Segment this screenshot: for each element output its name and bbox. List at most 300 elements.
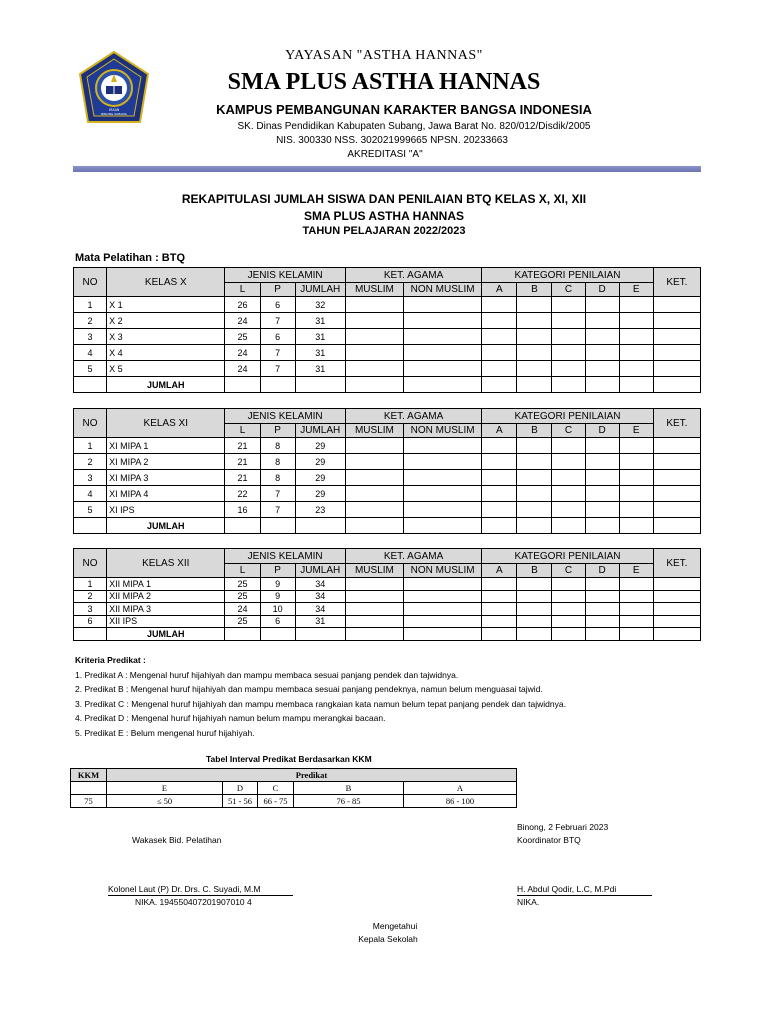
row-no: 2: [74, 590, 107, 603]
col-a: A: [482, 424, 517, 438]
criteria-item: 4. Predikat D : Mengenal huruf hijahiyah namun belum mampu merangkai bacaan.: [75, 713, 386, 723]
empty-cell: [585, 345, 619, 361]
row-l: 25: [225, 590, 260, 603]
row-l: 16: [225, 502, 260, 518]
empty-cell: [585, 329, 619, 345]
col-religion: KET. AGAMA: [345, 268, 481, 283]
col-no: NO: [74, 268, 107, 297]
empty-cell: [404, 297, 482, 313]
empty-cell: [517, 615, 552, 628]
row-no: 1: [74, 578, 107, 591]
row-class: XII IPS: [107, 615, 225, 628]
empty-cell: [482, 361, 517, 377]
empty-cell: [345, 486, 403, 502]
empty-cell: [404, 313, 482, 329]
col-religion: KET. AGAMA: [345, 409, 481, 424]
row-l: 21: [225, 454, 260, 470]
empty-cell: [552, 297, 585, 313]
col-jumlah: JUMLAH: [295, 564, 345, 578]
row-class: XI MIPA 1: [107, 438, 225, 454]
table-row: [74, 438, 701, 454]
empty-cell: [585, 578, 619, 591]
empty-cell: [619, 578, 653, 591]
empty-cell: [653, 518, 700, 534]
empty-cell: [552, 578, 585, 591]
row-class: XII MIPA 3: [107, 603, 225, 616]
row-l: 25: [225, 578, 260, 591]
recap-table: [73, 267, 701, 393]
academic-year: TAHUN PELAJARAN 2022/2023: [302, 225, 466, 237]
empty-cell: [404, 486, 482, 502]
empty-cell: [619, 470, 653, 486]
empty-cell: [653, 361, 700, 377]
row-l: 24: [225, 603, 260, 616]
row-jumlah: 23: [295, 502, 345, 518]
empty-cell: [482, 297, 517, 313]
empty-cell: [517, 297, 552, 313]
row-no: 3: [74, 329, 107, 345]
empty-cell: [653, 578, 700, 591]
empty-cell: [585, 377, 619, 393]
empty-cell: [404, 502, 482, 518]
col-e: E: [619, 283, 653, 297]
empty-cell: [585, 361, 619, 377]
empty-cell: [619, 329, 653, 345]
col-d: D: [585, 283, 619, 297]
col-l: L: [225, 564, 260, 578]
empty-cell: [653, 438, 700, 454]
row-p: 8: [260, 454, 295, 470]
grade-label: C: [258, 782, 294, 795]
criteria-item: 2. Predikat B : Mengenal huruf hijahiyah dan mampu membaca sesuai panjang pendeknya, namun belum menguasai tajwid.: [75, 684, 543, 694]
row-no: 1: [74, 438, 107, 454]
row-class: XII MIPA 2: [107, 590, 225, 603]
empty-cell: [619, 345, 653, 361]
empty-cell: [345, 361, 403, 377]
acknowledgement: Mengetahui: [372, 921, 418, 931]
empty-cell: [585, 590, 619, 603]
empty-cell: [585, 297, 619, 313]
empty-cell: [585, 518, 619, 534]
empty-cell: [619, 454, 653, 470]
empty-cell: [619, 438, 653, 454]
col-b: B: [517, 564, 552, 578]
empty-cell: [585, 628, 619, 641]
col-c: C: [552, 564, 585, 578]
row-p: 9: [260, 590, 295, 603]
col-d: D: [585, 564, 619, 578]
empty-cell: [552, 313, 585, 329]
empty-cell: [653, 329, 700, 345]
empty-cell: [619, 361, 653, 377]
row-no: 1: [74, 297, 107, 313]
row-p: 6: [260, 615, 295, 628]
empty-cell: [517, 470, 552, 486]
col-d: D: [585, 424, 619, 438]
empty-cell: [585, 603, 619, 616]
table-row: [74, 615, 701, 628]
total-label: JUMLAH: [107, 628, 225, 641]
empty-cell: [345, 313, 403, 329]
row-class: XI MIPA 4: [107, 486, 225, 502]
empty-cell: [260, 628, 295, 641]
empty-cell: [653, 297, 700, 313]
row-p: 8: [260, 438, 295, 454]
empty-cell: [619, 590, 653, 603]
empty-cell: [517, 578, 552, 591]
empty-cell: [225, 518, 260, 534]
row-class: X 3: [107, 329, 225, 345]
col-gender: JENIS KELAMIN: [225, 268, 345, 283]
empty-cell: [404, 590, 482, 603]
empty-cell: [619, 615, 653, 628]
col-p: P: [260, 283, 295, 297]
recap-table: [73, 408, 701, 534]
col-a: A: [482, 564, 517, 578]
sign-date: Binong, 2 Februari 2023: [517, 822, 609, 832]
empty-cell: [345, 377, 403, 393]
empty-cell: [295, 377, 345, 393]
empty-cell: [653, 377, 700, 393]
col-a: A: [482, 283, 517, 297]
empty-cell: [585, 486, 619, 502]
col-c: C: [552, 424, 585, 438]
empty-cell: [404, 361, 482, 377]
row-p: 10: [260, 603, 295, 616]
table-row: [74, 590, 701, 603]
empty-cell: [517, 518, 552, 534]
right-signer-name: H. Abdul Qodir, L.C, M.Pdi: [517, 884, 617, 894]
empty-cell: [404, 454, 482, 470]
empty-cell: [345, 454, 403, 470]
empty-cell: [482, 518, 517, 534]
empty-cell: [653, 603, 700, 616]
col-p: P: [260, 424, 295, 438]
grade-label: B: [294, 782, 404, 795]
empty-cell: [619, 313, 653, 329]
row-no: 5: [74, 502, 107, 518]
row-no: 6: [74, 615, 107, 628]
row-jumlah: 31: [295, 345, 345, 361]
empty-cell: [482, 313, 517, 329]
right-signer-role: Koordinator BTQ: [517, 835, 581, 845]
row-jumlah: 29: [295, 454, 345, 470]
col-class: KELAS X: [107, 268, 225, 297]
empty-cell: [404, 603, 482, 616]
row-jumlah: 29: [295, 470, 345, 486]
campus-name: KAMPUS PEMBANGUNAN KARAKTER BANGSA INDONESIA: [216, 102, 592, 117]
signature-line: [108, 895, 293, 896]
empty-cell: [74, 518, 107, 534]
empty-cell: [552, 518, 585, 534]
empty-cell: [404, 377, 482, 393]
col-ket: KET.: [653, 268, 700, 297]
principal-role: Kepala Sekolah: [358, 934, 418, 944]
row-l: 22: [225, 486, 260, 502]
col-gender: JENIS KELAMIN: [225, 409, 345, 424]
empty-cell: [345, 329, 403, 345]
empty-cell: [225, 377, 260, 393]
empty-cell: [482, 329, 517, 345]
empty-cell: [552, 486, 585, 502]
row-class: XII MIPA 1: [107, 578, 225, 591]
empty-cell: [404, 345, 482, 361]
grade-range: 76 - 85: [294, 795, 404, 808]
empty-cell: [585, 470, 619, 486]
total-label: JUMLAH: [107, 518, 225, 534]
decree-info: SK. Dinas Pendidikan Kabupaten Subang, Jawa Barat No. 820/012/Disdik/2005: [237, 121, 591, 132]
row-class: XI IPS: [107, 502, 225, 518]
empty-cell: [619, 486, 653, 502]
kkm-table: [70, 768, 517, 808]
empty-cell: [345, 518, 403, 534]
empty-cell: [345, 470, 403, 486]
grade-label: E: [107, 782, 223, 795]
empty-cell: [482, 603, 517, 616]
row-no: 3: [74, 603, 107, 616]
empty-cell: [404, 628, 482, 641]
row-class: X 2: [107, 313, 225, 329]
row-l: 25: [225, 329, 260, 345]
row-p: 6: [260, 297, 295, 313]
empty-cell: [517, 361, 552, 377]
row-p: 7: [260, 502, 295, 518]
empty-cell: [295, 628, 345, 641]
empty-cell: [517, 486, 552, 502]
grade-range: 66 - 75: [258, 795, 294, 808]
table-row: [74, 345, 701, 361]
criteria-item: 5. Predikat E : Belum mengenal huruf hijahiyah.: [75, 727, 255, 738]
empty-cell: [585, 615, 619, 628]
empty-cell: [482, 345, 517, 361]
empty-cell: [482, 470, 517, 486]
row-no: 4: [74, 486, 107, 502]
doc-title: REKAPITULASI JUMLAH SISWA DAN PENILAIAN BTQ KELAS X, XI, XII: [181, 192, 587, 206]
empty-cell: [552, 345, 585, 361]
col-muslim: MUSLIM: [345, 564, 403, 578]
empty-cell: [345, 603, 403, 616]
row-jumlah: 31: [295, 313, 345, 329]
row-no: 2: [74, 454, 107, 470]
empty-cell: [517, 590, 552, 603]
empty-cell: [260, 518, 295, 534]
empty-cell: [585, 438, 619, 454]
col-non_muslim: NON MUSLIM: [404, 283, 482, 297]
empty-cell: [552, 329, 585, 345]
empty-cell: [552, 454, 585, 470]
empty-cell: [482, 578, 517, 591]
empty-cell: [260, 377, 295, 393]
row-p: 7: [260, 345, 295, 361]
school-name: SMA PLUS ASTHA HANNAS: [227, 69, 541, 95]
empty-cell: [585, 454, 619, 470]
empty-cell: [653, 615, 700, 628]
col-c: C: [552, 283, 585, 297]
empty-cell: [404, 329, 482, 345]
row-jumlah: 31: [295, 615, 345, 628]
empty-cell: [404, 578, 482, 591]
row-jumlah: 34: [295, 578, 345, 591]
col-no: NO: [74, 549, 107, 578]
row-class: X 1: [107, 297, 225, 313]
empty-cell: [71, 782, 107, 795]
col-jumlah: JUMLAH: [295, 424, 345, 438]
predikat-header: Predikat: [107, 769, 517, 782]
empty-cell: [619, 518, 653, 534]
grade-label: D: [223, 782, 258, 795]
row-p: 7: [260, 313, 295, 329]
col-category: KATEGORI PENILAIAN: [482, 409, 654, 424]
col-b: B: [517, 424, 552, 438]
row-l: 24: [225, 345, 260, 361]
subject-label: Mata Pelatihan : BTQ: [75, 252, 186, 264]
table-row: [74, 454, 701, 470]
col-p: P: [260, 564, 295, 578]
col-e: E: [619, 424, 653, 438]
header-divider: [73, 166, 701, 172]
criteria-item: 3. Predikat C : Mengenal huruf hijahiyah dan mampu membaca rangkaian kata namun belum tepat panjang pendek dan tajwidnya.: [75, 698, 566, 709]
table-row: [74, 313, 701, 329]
criteria-item: 1. Predikat A : Mengenal huruf hijahiyah dan mampu membaca sesuai panjang pendek dan tajwidnya.: [75, 669, 459, 680]
table-row: [74, 297, 701, 313]
row-class: X 5: [107, 361, 225, 377]
empty-cell: [552, 361, 585, 377]
empty-cell: [517, 502, 552, 518]
school-ids: NIS. 300330 NSS. 302021999665 NPSN. 20233663: [276, 135, 508, 146]
empty-cell: [552, 502, 585, 518]
empty-cell: [619, 603, 653, 616]
col-e: E: [619, 564, 653, 578]
empty-cell: [345, 345, 403, 361]
empty-cell: [653, 502, 700, 518]
row-l: 24: [225, 361, 260, 377]
col-jumlah: JUMLAH: [295, 283, 345, 297]
empty-cell: [482, 615, 517, 628]
total-label: JUMLAH: [107, 377, 225, 393]
row-p: 9: [260, 578, 295, 591]
row-no: 5: [74, 361, 107, 377]
row-p: 6: [260, 329, 295, 345]
empty-cell: [517, 345, 552, 361]
col-l: L: [225, 424, 260, 438]
empty-cell: [517, 329, 552, 345]
empty-cell: [585, 502, 619, 518]
row-l: 26: [225, 297, 260, 313]
col-b: B: [517, 283, 552, 297]
empty-cell: [482, 502, 517, 518]
empty-cell: [345, 615, 403, 628]
empty-cell: [517, 438, 552, 454]
table-row: [74, 329, 701, 345]
table-row: [74, 502, 701, 518]
kkm-value: 75: [71, 795, 107, 808]
row-class: X 4: [107, 345, 225, 361]
kkm-table-title: Tabel Interval Predikat Berdasarkan KKM: [206, 754, 372, 764]
row-p: 7: [260, 486, 295, 502]
grade-range: 51 - 56: [223, 795, 258, 808]
empty-cell: [653, 470, 700, 486]
row-p: 8: [260, 470, 295, 486]
col-l: L: [225, 283, 260, 297]
empty-cell: [653, 590, 700, 603]
empty-cell: [653, 313, 700, 329]
empty-cell: [585, 313, 619, 329]
foundation-name: YAYASAN "ASTHA HANNAS": [285, 48, 483, 63]
kkm-header: KKM: [71, 769, 107, 782]
row-jumlah: 31: [295, 329, 345, 345]
row-l: 24: [225, 313, 260, 329]
empty-cell: [345, 590, 403, 603]
row-jumlah: 31: [295, 361, 345, 377]
empty-cell: [345, 438, 403, 454]
empty-cell: [619, 628, 653, 641]
grade-label: A: [404, 782, 517, 795]
row-class: XI MIPA 2: [107, 454, 225, 470]
row-jumlah: 29: [295, 486, 345, 502]
left-signer-role: Wakasek Bid. Pelatihan: [132, 835, 222, 845]
row-class: XI MIPA 3: [107, 470, 225, 486]
accreditation: AKREDITASI "A": [347, 149, 423, 160]
criteria-heading: Kriteria Predikat :: [75, 655, 146, 665]
table-row: [74, 603, 701, 616]
table-row: [74, 486, 701, 502]
col-muslim: MUSLIM: [345, 424, 403, 438]
empty-cell: [345, 578, 403, 591]
empty-cell: [517, 628, 552, 641]
left-signer-id: NIKA. 194550407201907010 4: [135, 897, 252, 907]
row-jumlah: 29: [295, 438, 345, 454]
empty-cell: [552, 377, 585, 393]
empty-cell: [404, 518, 482, 534]
empty-cell: [345, 628, 403, 641]
left-signer-name: Kolonel Laut (P) Dr. Drs. C. Suyadi, M.M: [108, 884, 261, 894]
row-jumlah: 34: [295, 603, 345, 616]
empty-cell: [482, 438, 517, 454]
col-category: KATEGORI PENILAIAN: [482, 268, 654, 283]
empty-cell: [653, 345, 700, 361]
signature-line: [517, 895, 652, 896]
col-class: KELAS XII: [107, 549, 225, 578]
empty-cell: [482, 628, 517, 641]
empty-cell: [653, 454, 700, 470]
col-ket: KET.: [653, 409, 700, 438]
empty-cell: [482, 590, 517, 603]
empty-cell: [404, 470, 482, 486]
row-l: 25: [225, 615, 260, 628]
empty-cell: [404, 438, 482, 454]
table-row: [74, 361, 701, 377]
empty-cell: [517, 377, 552, 393]
empty-cell: [552, 615, 585, 628]
empty-cell: [345, 297, 403, 313]
empty-cell: [552, 628, 585, 641]
col-ket: KET.: [653, 549, 700, 578]
row-l: 21: [225, 438, 260, 454]
empty-cell: [552, 470, 585, 486]
empty-cell: [482, 486, 517, 502]
row-no: 2: [74, 313, 107, 329]
empty-cell: [619, 377, 653, 393]
row-jumlah: 34: [295, 590, 345, 603]
empty-cell: [653, 628, 700, 641]
empty-cell: [653, 486, 700, 502]
doc-subtitle: SMA PLUS ASTHA HANNAS: [303, 209, 464, 223]
row-no: 4: [74, 345, 107, 361]
right-signer-id: NIKA.: [517, 897, 540, 907]
col-muslim: MUSLIM: [345, 283, 403, 297]
grade-range: 86 - 100: [404, 795, 517, 808]
recap-table: [73, 548, 701, 641]
